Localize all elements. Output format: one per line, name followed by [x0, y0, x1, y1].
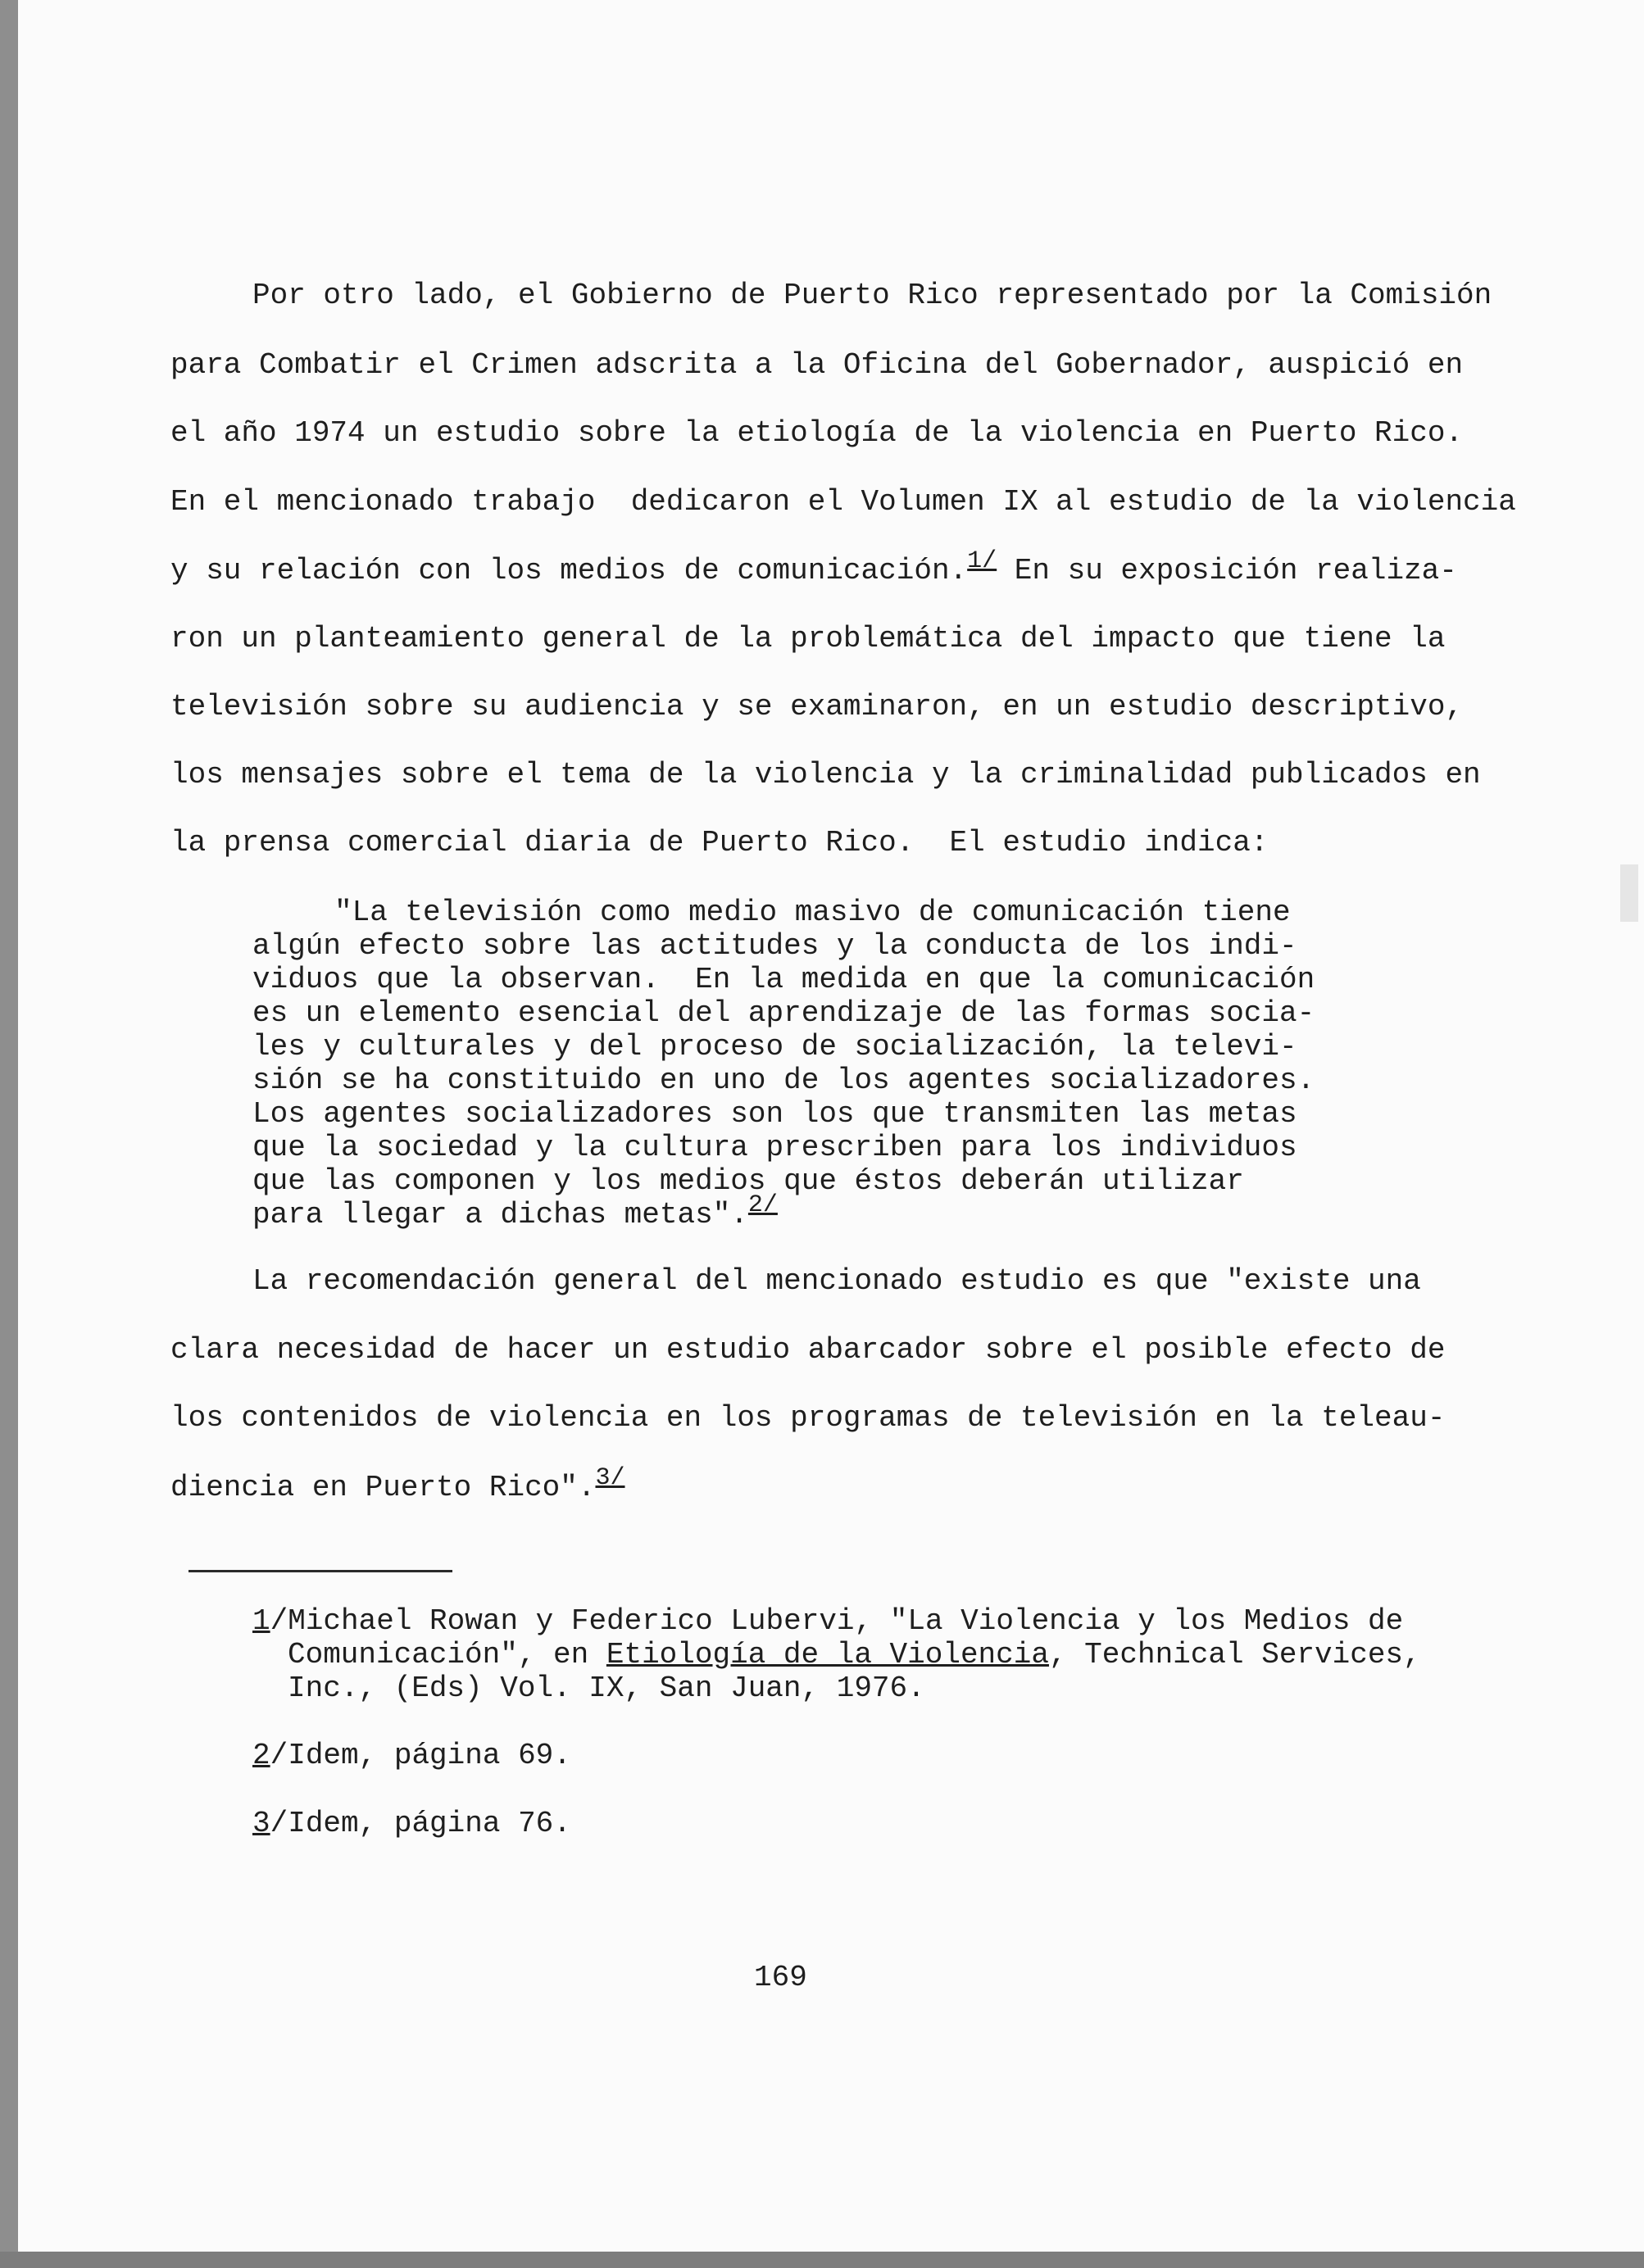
- footnote-text: Idem, página 76.: [288, 1807, 571, 1840]
- quote-line: [252, 1191, 778, 1232]
- footnote-text: Comunicación", en: [288, 1638, 606, 1672]
- footnote-text: Idem, página 69.: [288, 1739, 571, 1772]
- quote-line-text: para llegar a dichas metas".: [252, 1198, 748, 1232]
- footnote-separator: [188, 1570, 452, 1572]
- paragraph-line: [170, 547, 1457, 588]
- quote-line: les y culturales y del proceso de socialización, la televi-: [252, 1030, 1297, 1064]
- quote-line: que las componen y los medios que éstos deberán utilizar: [252, 1164, 1244, 1198]
- quote-line: "La televisión como medio masivo de comunicación tiene: [334, 896, 1291, 929]
- footnote-reference-3: 3/: [595, 1464, 625, 1492]
- paragraph-line-text: En su exposición realiza-: [997, 554, 1457, 587]
- page-number: 169: [754, 1961, 807, 1994]
- paragraph-line: para Combatir el Crimen adscrita a la Oficina del Gobernador, auspició en: [170, 348, 1464, 382]
- paragraph-line: En el mencionado trabajo dedicaron el Volumen IX al estudio de la violencia: [170, 485, 1516, 519]
- footnote-slash: /: [270, 1739, 288, 1772]
- scan-bottom-edge: [0, 2252, 1644, 2268]
- footnote-line: [288, 1638, 1421, 1672]
- quote-line: es un elemento esencial del aprendizaje de las formas socia-: [252, 996, 1315, 1030]
- footnote-line: [252, 1604, 1403, 1639]
- paragraph-line: televisión sobre su audiencia y se examinaron, en un estudio descriptivo,: [170, 690, 1464, 723]
- footnote-text: Michael Rowan y Federico Lubervi, "La Violencia y los Medios de: [288, 1604, 1404, 1638]
- paragraph-line: el año 1974 un estudio sobre la etiología de la violencia en Puerto Rico.: [170, 416, 1464, 450]
- footnote-marker: 2: [252, 1739, 270, 1772]
- paragraph-line: Por otro lado, el Gobierno de Puerto Rico representado por la Comisión: [252, 279, 1492, 312]
- quote-line: sión se ha constituido en uno de los agentes socializadores.: [252, 1064, 1315, 1097]
- paragraph-line: los mensajes sobre el tema de la violencia y la criminalidad publicados en: [170, 758, 1481, 792]
- footnote-line: [252, 1739, 571, 1773]
- footnote-slash: /: [270, 1604, 288, 1638]
- scan-margin-mark: [1620, 864, 1638, 922]
- footnote-slash: /: [270, 1807, 288, 1840]
- footnote-line: Inc., (Eds) Vol. IX, San Juan, 1976.: [288, 1672, 925, 1705]
- footnote-reference-2: 2/: [747, 1191, 778, 1219]
- paragraph-line: los contenidos de violencia en los programas de televisión en la teleau-: [170, 1401, 1446, 1435]
- paragraph-line: la prensa comercial diaria de Puerto Rico. El estudio indica:: [170, 826, 1269, 860]
- document-page: [18, 0, 1644, 2252]
- quote-line: que la sociedad y la cultura prescriben para los individuos: [252, 1131, 1297, 1164]
- footnote-line: [252, 1807, 571, 1841]
- paragraph-line: La recomendación general del mencionado estudio es que "existe una: [252, 1264, 1421, 1298]
- paragraph-line: ron un planteamiento general de la problemática del impacto que tiene la: [170, 622, 1446, 655]
- quote-line: Los agentes socializadores son los que transmiten las metas: [252, 1097, 1297, 1131]
- cited-work-title: Etiología de la Violencia: [606, 1638, 1049, 1672]
- footnote-reference-1: 1/: [967, 547, 997, 575]
- paragraph-line: [170, 1464, 625, 1505]
- quote-line: algún efecto sobre las actitudes y la conducta de los indi-: [252, 929, 1297, 963]
- paragraph-line-text: diencia en Puerto Rico".: [170, 1471, 596, 1504]
- footnote-text: , Technical Services,: [1048, 1638, 1421, 1672]
- footnote-marker: 3: [252, 1807, 270, 1840]
- quote-line: viduos que la observan. En la medida en que la comunicación: [252, 963, 1315, 996]
- paragraph-line-text: y su relación con los medios de comunicación.: [170, 554, 968, 587]
- footnote-marker: 1: [252, 1604, 270, 1638]
- paragraph-line: clara necesidad de hacer un estudio abarcador sobre el posible efecto de: [170, 1333, 1446, 1367]
